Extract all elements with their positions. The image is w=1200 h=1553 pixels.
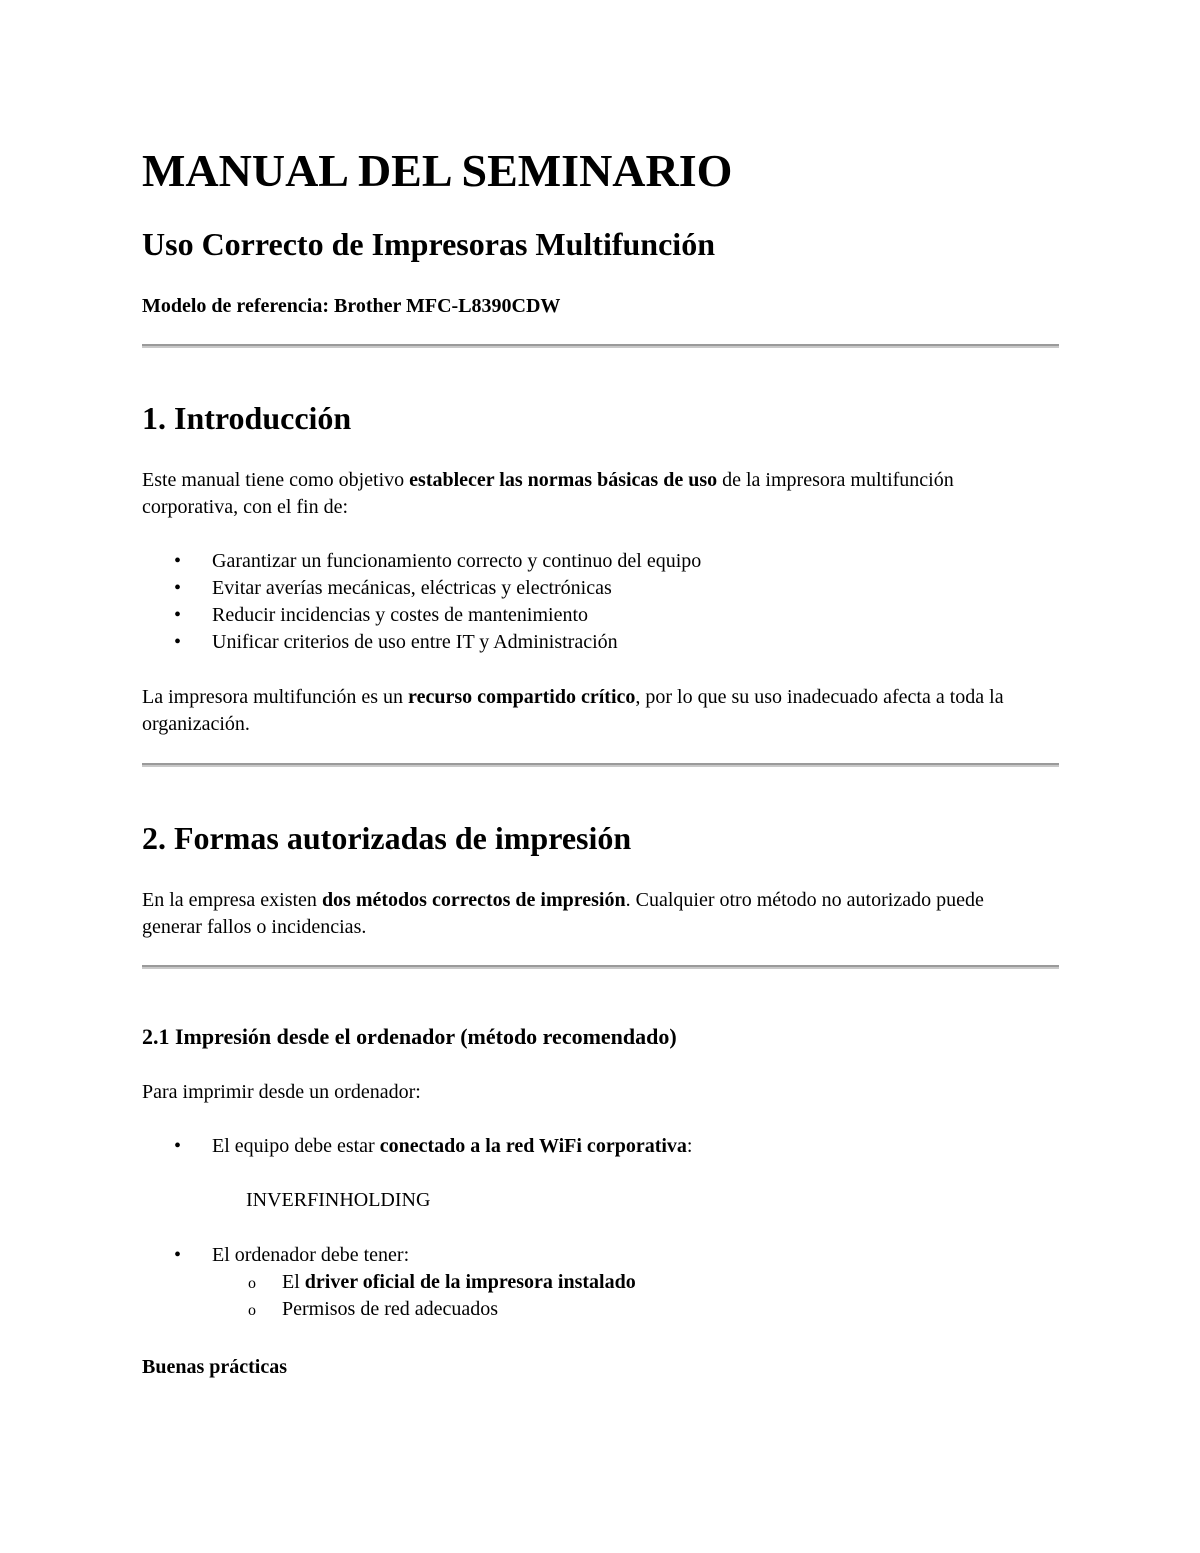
- section-2-text-start: En la empresa existen: [142, 889, 322, 911]
- closing-text-end: , por lo que su uso inadecuado afecta a toda la organización.: [142, 686, 1004, 735]
- section-2-text-bold: dos métodos correctos de impresión: [321, 889, 626, 911]
- section-2-text-end: . Cualquier otro método no autorizado puede generar fallos o incidencias.: [142, 889, 984, 938]
- section-1-heading: 1. Introducción: [142, 400, 352, 436]
- reference-model: Modelo de referencia: Brother MFC-L8390CDW: [142, 295, 561, 317]
- section-2-1-lead: Para imprimir desde un ordenador:: [142, 1081, 421, 1103]
- wifi-requirement-list: [142, 1133, 692, 1160]
- list-item: • Unificar criterios de uso entre IT y Administración: [142, 629, 701, 656]
- wifi-text-start: El equipo debe estar: [212, 1135, 380, 1157]
- computer-requirement-text: El ordenador debe tener:: [212, 1244, 410, 1266]
- section-1-closing: [142, 684, 1042, 738]
- driver-text-bold: driver oficial de la impresora instalado: [304, 1271, 636, 1293]
- list-item: • Evitar averías mecánicas, eléctricas y electrónicas: [142, 575, 701, 602]
- list-item: [142, 1242, 409, 1269]
- sub-list-item: o Permisos de red adecuados: [142, 1296, 636, 1323]
- goals-list: [142, 548, 701, 656]
- wifi-network-name: INVERFINHOLDING: [246, 1189, 431, 1211]
- list-item: • Garantizar un funcionamiento correcto y continuo del equipo: [142, 548, 701, 575]
- intro-text-start: Este manual tiene como objetivo: [142, 469, 410, 491]
- horizontal-rule: [142, 763, 1059, 767]
- wifi-text-end: :: [686, 1135, 693, 1157]
- list-item: [142, 1133, 692, 1160]
- good-practices-heading: Buenas prácticas: [142, 1356, 287, 1378]
- section-2-heading: 2. Formas autorizadas de impresión: [142, 820, 632, 856]
- intro-text-end: de la impresora multifunción corporativa, con el fin de:: [142, 469, 954, 518]
- computer-sub-list: [142, 1269, 636, 1323]
- horizontal-rule: [142, 965, 1059, 969]
- section-2-text: [142, 887, 1042, 941]
- section-2-1-heading: 2.1 Impresión desde el ordenador (método recomendado): [142, 1024, 677, 1049]
- driver-text-start: El: [282, 1271, 305, 1293]
- section-1-intro: [142, 467, 1042, 521]
- horizontal-rule: [142, 344, 1059, 348]
- closing-text-start: La impresora multifunción es un: [142, 686, 409, 708]
- intro-text-bold: establecer las normas básicas de uso: [409, 469, 718, 491]
- document-title: MANUAL DEL SEMINARIO: [142, 145, 733, 196]
- sub-list-item: [142, 1269, 636, 1296]
- document-subtitle: Uso Correcto de Impresoras Multifunción: [142, 226, 715, 262]
- wifi-text-bold: conectado a la red WiFi corporativa: [379, 1135, 687, 1157]
- closing-text-bold: recurso compartido crítico: [408, 686, 636, 708]
- computer-requirement-list: [142, 1242, 409, 1269]
- list-item: • Reducir incidencias y costes de mantenimiento: [142, 602, 701, 629]
